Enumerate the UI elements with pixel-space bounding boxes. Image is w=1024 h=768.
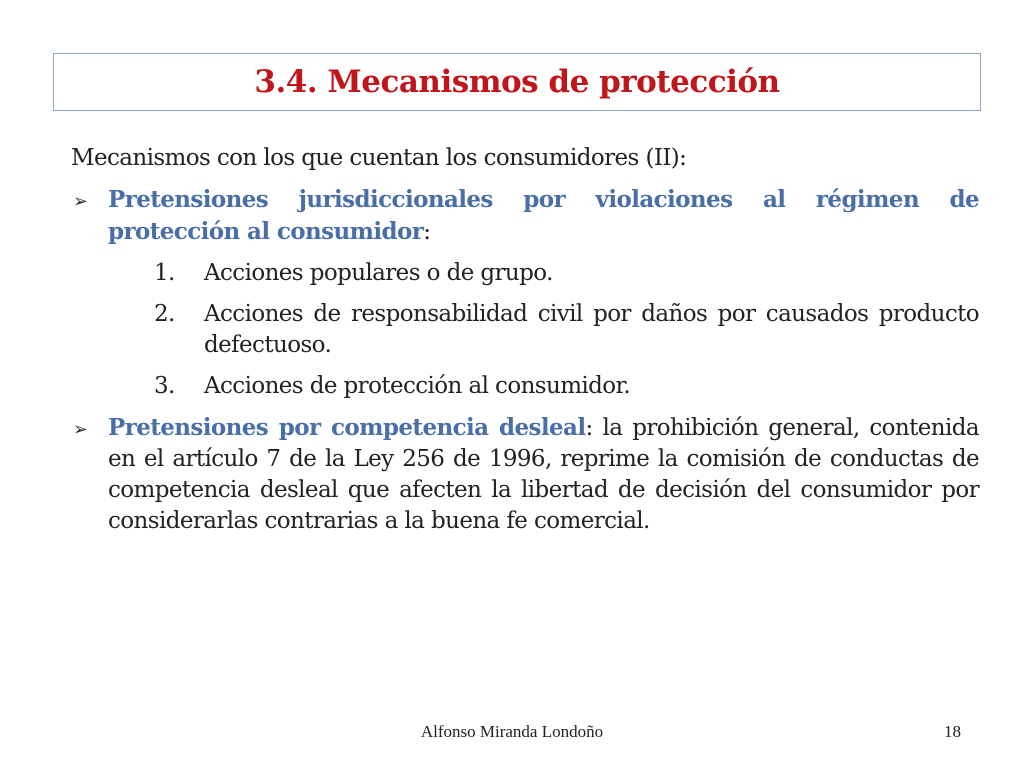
item-number: 1. bbox=[154, 260, 175, 286]
item-text: Acciones de responsabilidad civil por daños por causados producto defectuoso. bbox=[204, 301, 979, 358]
list-item bbox=[71, 258, 979, 289]
bullet-unfair-competition bbox=[71, 412, 979, 537]
page-number: 18 bbox=[944, 722, 961, 741]
slide-title: 3.4. Mecanismos de protección bbox=[254, 64, 780, 100]
arrow-bullet-icon: ➢ bbox=[73, 191, 88, 212]
bullet-highlight: Pretensiones por competencia desleal bbox=[108, 414, 586, 441]
slide-content bbox=[71, 143, 979, 547]
bullet-tail: : la prohibición general, contenida en el artículo 7 de la Ley 256 de 1996, reprime la comisión de conductas de competencia desleal que afecten la libertad de decisión del consumidor por considerarlas contrarias a la buena fe comercial. bbox=[108, 415, 980, 534]
list-item bbox=[71, 299, 979, 361]
item-text: Acciones populares o de grupo. bbox=[204, 260, 553, 286]
intro-text: Mecanismos con los que cuentan los consumidores (II): bbox=[71, 145, 687, 171]
item-number: 2. bbox=[154, 301, 175, 327]
bullet-jurisdictional bbox=[71, 184, 979, 248]
footer-author: Alfonso Miranda Londoño bbox=[420, 722, 604, 741]
item-number: 3. bbox=[154, 373, 175, 399]
item-text: Acciones de protección al consumidor. bbox=[204, 373, 631, 399]
numbered-list bbox=[71, 258, 979, 402]
arrow-bullet-icon: ➢ bbox=[73, 419, 88, 440]
bullet-tail: : bbox=[423, 219, 431, 245]
list-item bbox=[71, 371, 979, 402]
bullet-highlight: Pretensiones jurisdiccionales por violaciones al régimen de protección al consumidor bbox=[108, 186, 979, 245]
title-box bbox=[53, 53, 981, 111]
